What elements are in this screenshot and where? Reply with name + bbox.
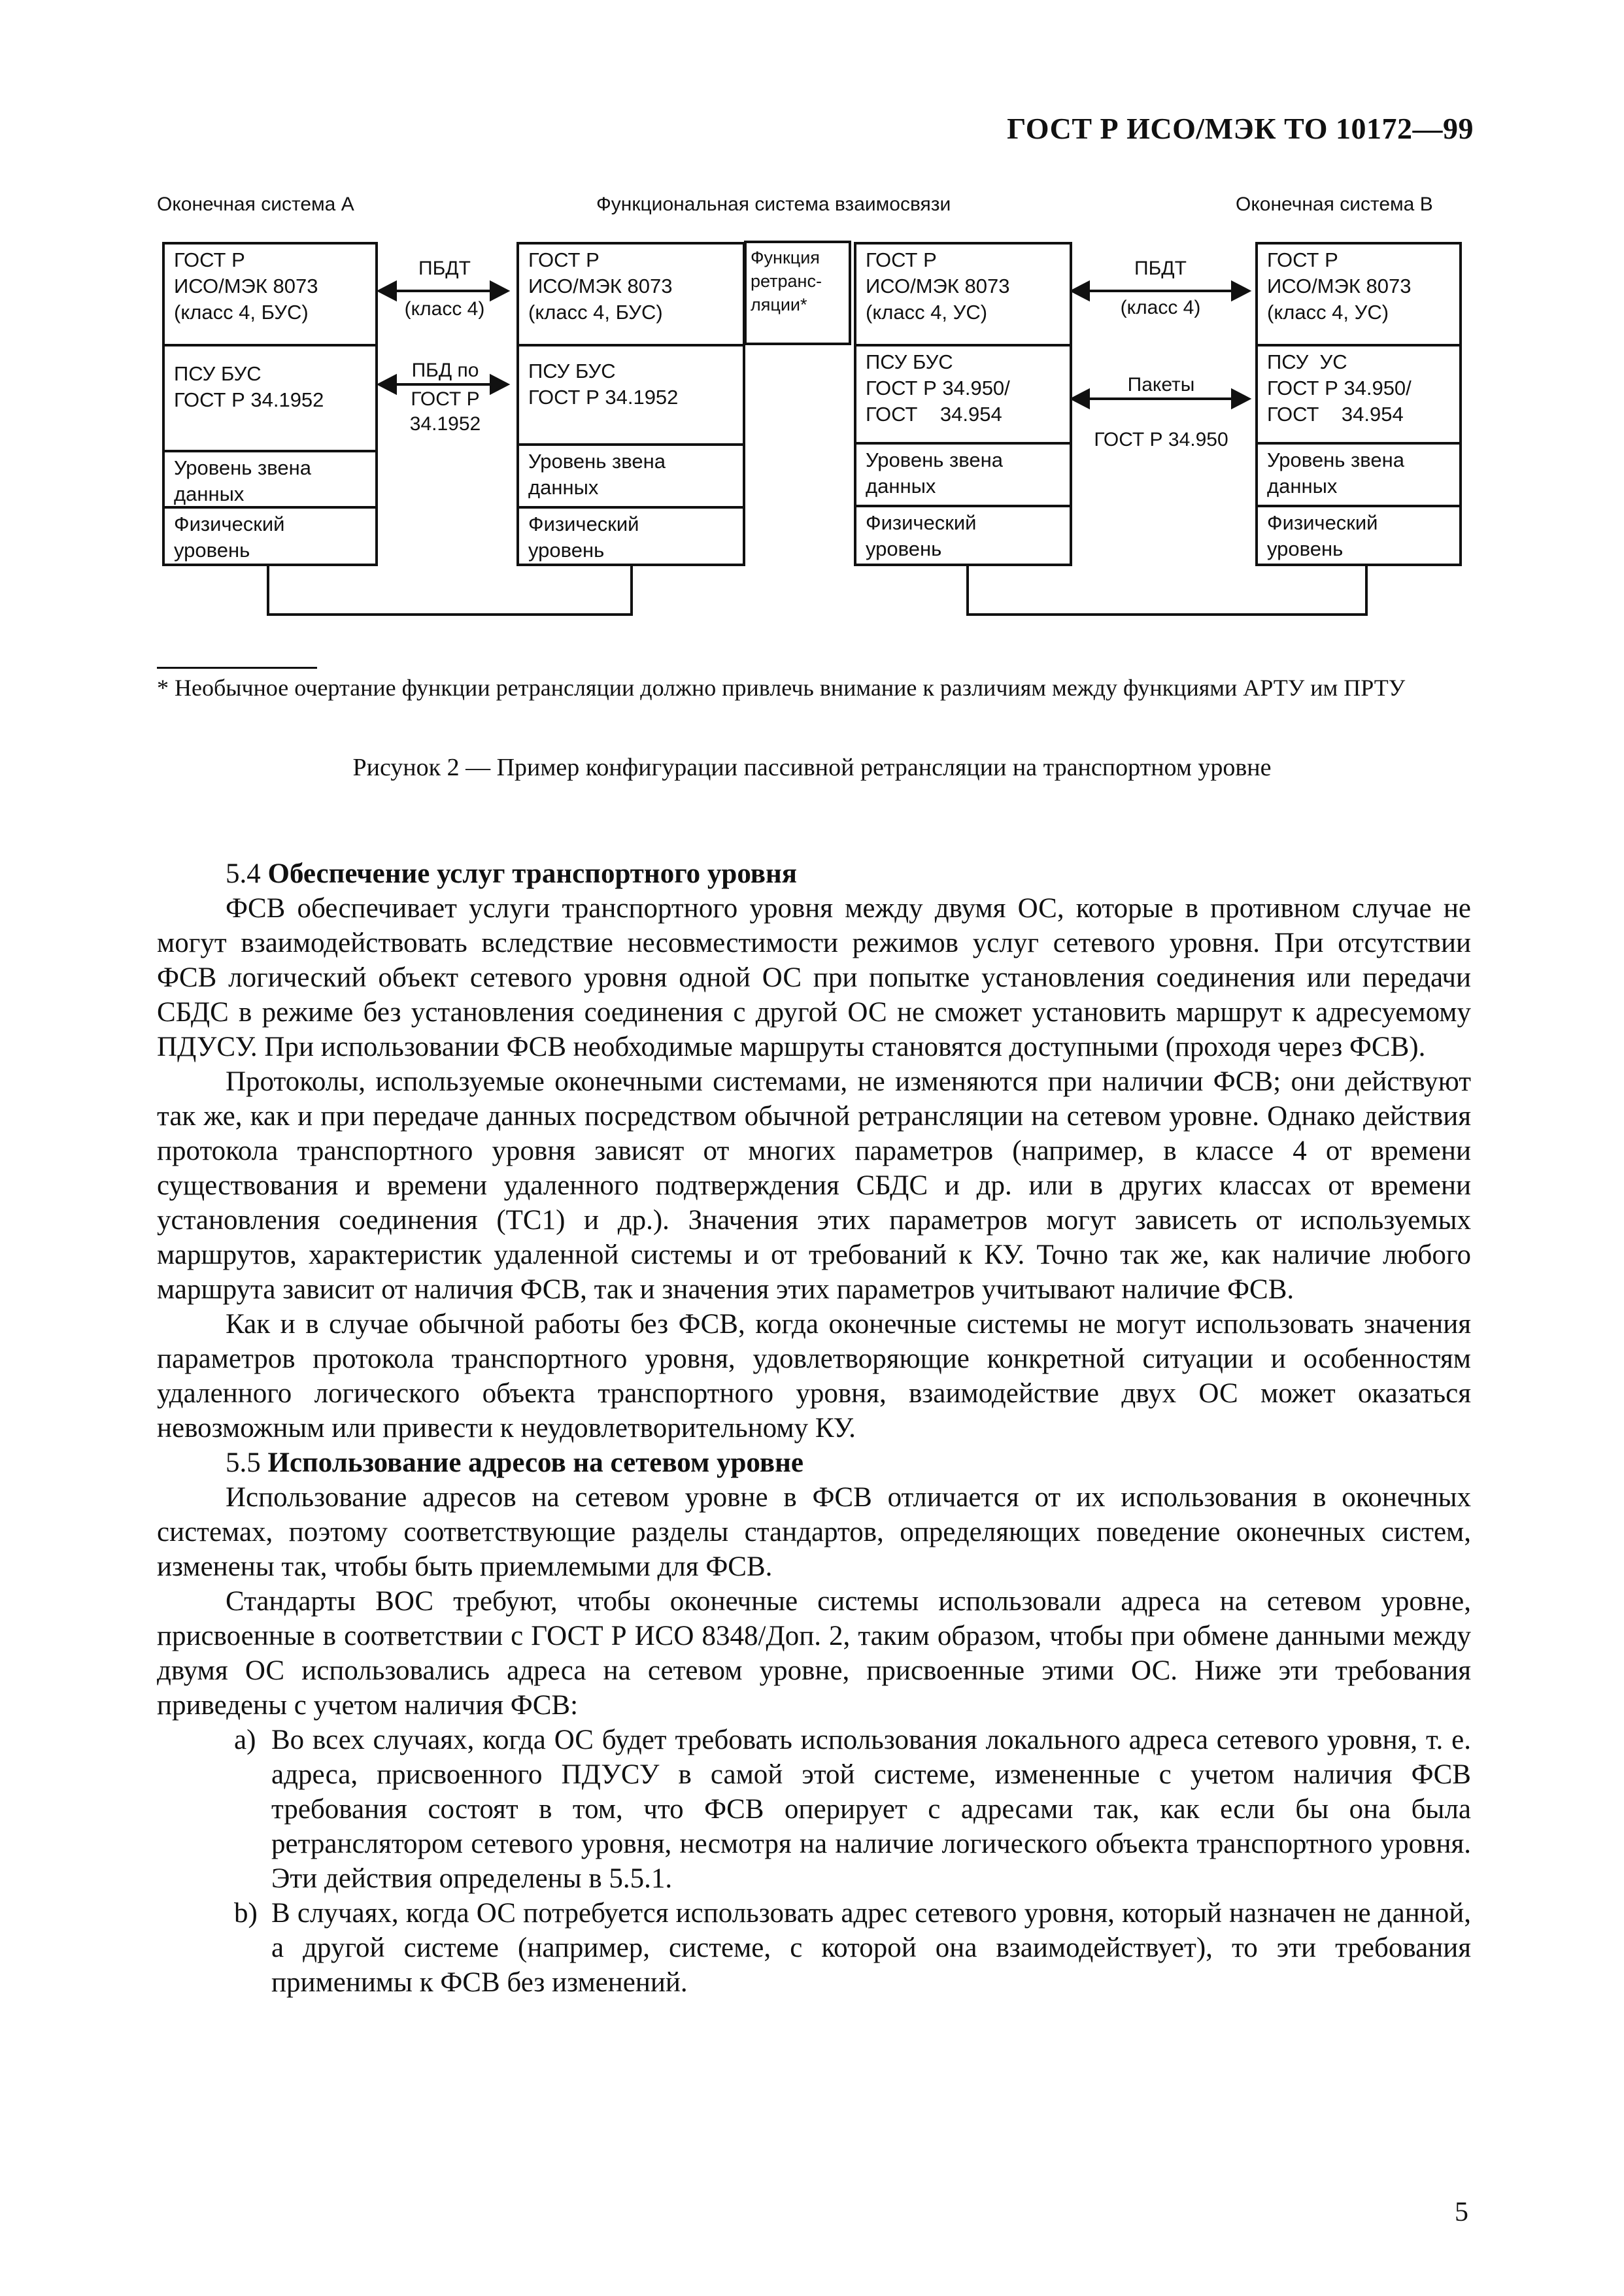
section-heading-5-4: 5.4 Обеспечение услуг транспортного уровня bbox=[226, 858, 798, 889]
cell-link: Уровень звена данных bbox=[519, 446, 743, 509]
page-number: 5 bbox=[1455, 2197, 1468, 2227]
paragraph: Использование адресов на сетевом уровне в ФСВ отличается от их использования в оконечных системах, поэтому соответствующие разделы стандартов, определяющих поведение оконечных систем, изменены так, чтобы быть приемлемыми для ФСВ. bbox=[157, 1482, 1471, 1582]
cell-network: ПСУ БУС ГОСТ Р 34.1952 bbox=[519, 346, 743, 446]
relay-function: Функция ретранс- ляции* bbox=[751, 248, 822, 314]
paragraph: Как и в случае обычной работы без ФСВ, когда оконечные системы не могут использовать значения параметров протокола транспортного уровня, удовлетворяющие конкретной ситуации и особенностям удаленного логического объекта транспортного уровня, взаимодействие двух ОС может оказаться невозможным или привести к неудовлетворительному КУ. bbox=[157, 1309, 1471, 1443]
document-body bbox=[157, 856, 1471, 2000]
cell-network: ПСУ БУС ГОСТ Р 34.950/ ГОСТ 34.954 bbox=[856, 346, 1070, 445]
list-item: a) Во всех случаях, когда ОС будет требовать использования локального адреса сетевого уровня, т. е. адреса, присвоенного ПДУСУ в самой этой системе, измененные с учетом наличия ФСВ требования состоят в том, что ФСВ оперирует с адресами так, как если бы она была ретранслятором сетевого уровня, несмотря на наличие логического объекта транспортного уровня. Эти действия определены в 5.5.1. bbox=[234, 1725, 1471, 1894]
box-end-system-a bbox=[162, 242, 378, 566]
cell-transport: ГОСТ Р ИСО/МЭК 8073 (класс 4, УС) bbox=[1258, 245, 1459, 346]
footnote-divider bbox=[157, 667, 317, 669]
box-end-system-b bbox=[1255, 242, 1462, 566]
box-relay-system-bus bbox=[516, 242, 745, 566]
paragraph: ФСВ обеспечивает услуги транспортного уровня между двумя ОС, которые в противном случае не могут взаимодействовать вследствие несовместимости режимов услуг сетевого уровня. При отсутствии ФСВ логический объект сетевого уровня одной ОС при попытке установления соединения или передачи СБДС в режиме без установления соединения с другой ОС не сможет установить маршрут к адресуемому ПДУСУ. При использовании ФСВ необходимые маршруты становятся доступными (проходя через ФСВ). bbox=[157, 893, 1471, 1062]
protocol-left-top: ПБДТ (класс 4) bbox=[404, 258, 485, 320]
paragraph: Протоколы, используемые оконечными системами, не изменяются при наличии ФСВ; они действуют так же, как и при передаче данных посредством обычной ретрансляции на сетевом уровне. Однако действия протокола транспортного уровня зависят от многих параметров (например, в классе 4 от времени существования и времени удаленного подтверждения СБДС и др. или в других классах от времени установления соединения (ТС1) и др.). Значения этих параметров могут зависеть от используемых маршрутов, характеристик удаленной системы и от требований к КУ. Точно так же, как наличие любого маршрута зависит от наличия ФСВ, так и значения этих параметров учитывают наличие ФСВ. bbox=[157, 1066, 1471, 1305]
cell-physical: Физический уровень bbox=[528, 513, 639, 562]
section-heading-5-5: 5.5 Использование адресов на сетевом уровне bbox=[226, 1447, 804, 1478]
label-middle-system: Функциональная система взаимосвязи bbox=[596, 194, 951, 215]
cell-network: ПСУ БУС ГОСТ Р 34.1952 bbox=[165, 346, 375, 452]
label-left-system: Оконечная система А bbox=[157, 194, 354, 215]
cell-transport: ГОСТ Р ИСО/МЭК 8073 (класс 4, БУС) bbox=[519, 245, 743, 346]
cell-link: Уровень звена данных bbox=[165, 452, 375, 509]
connector-c-d bbox=[968, 561, 1366, 615]
box-relay-system-us bbox=[854, 242, 1072, 566]
cell-transport: ГОСТ Р ИСО/МЭК 8073 (класс 4, УС) bbox=[856, 245, 1070, 346]
label-right-system: Оконечная система В bbox=[1236, 194, 1433, 215]
protocol-left-bottom: ПБД по ГОСТ Р 34.1952 bbox=[409, 360, 481, 435]
list-item: b) В случаях, когда ОС потребуется использовать адрес сетевого уровня, который назначен не данной, а другой системе (например, системе, с которой она взаимодействует), то эти требования применимы к ФСВ без изменений. bbox=[234, 1898, 1471, 1998]
arrow-head bbox=[1072, 282, 1089, 299]
cell-network: ПСУ УС ГОСТ Р 34.950/ ГОСТ 34.954 bbox=[1258, 346, 1459, 445]
figure-footnote: * Необычное очертание функции ретрансляции должно привлечь внимание к различиям между функциями АРТУ им ПРТУ bbox=[157, 675, 1406, 701]
cell-link: Уровень звена данных bbox=[1258, 445, 1459, 507]
cell-physical: Физический уровень bbox=[866, 511, 977, 560]
connector-a-b bbox=[268, 561, 632, 615]
protocol-right-top: ПБДТ (класс 4) bbox=[1120, 258, 1201, 318]
cell-transport: ГОСТ Р ИСО/МЭК 8073 (класс 4, БУС) bbox=[165, 245, 375, 346]
cell-physical: Физический уровень bbox=[1267, 511, 1378, 560]
arrow-head bbox=[1232, 282, 1249, 299]
figure-caption: Рисунок 2 — Пример конфигурации пассивной ретрансляции на транспортном уровне bbox=[352, 754, 1272, 781]
paragraph: Стандарты ВОС требуют, чтобы оконечные системы использовали адреса на сетевом уровне, присвоенные в соответствии с ГОСТ Р ИСО 8348/Доп. 2, таким образом, чтобы при обмене данными между двумя ОС использовались адреса на сетевом уровне, присвоенные этими ОС. Ниже эти требования приведены с учетом наличия ФСВ: bbox=[157, 1586, 1471, 1721]
document-header: ГОСТ Р ИСО/МЭК ТО 10172—99 bbox=[1007, 112, 1474, 145]
protocol-right-bottom: Пакеты ГОСТ Р 34.950 bbox=[1094, 374, 1228, 450]
cell-physical: Физический уровень bbox=[174, 513, 285, 562]
cell-link: Уровень звена данных bbox=[856, 445, 1070, 507]
